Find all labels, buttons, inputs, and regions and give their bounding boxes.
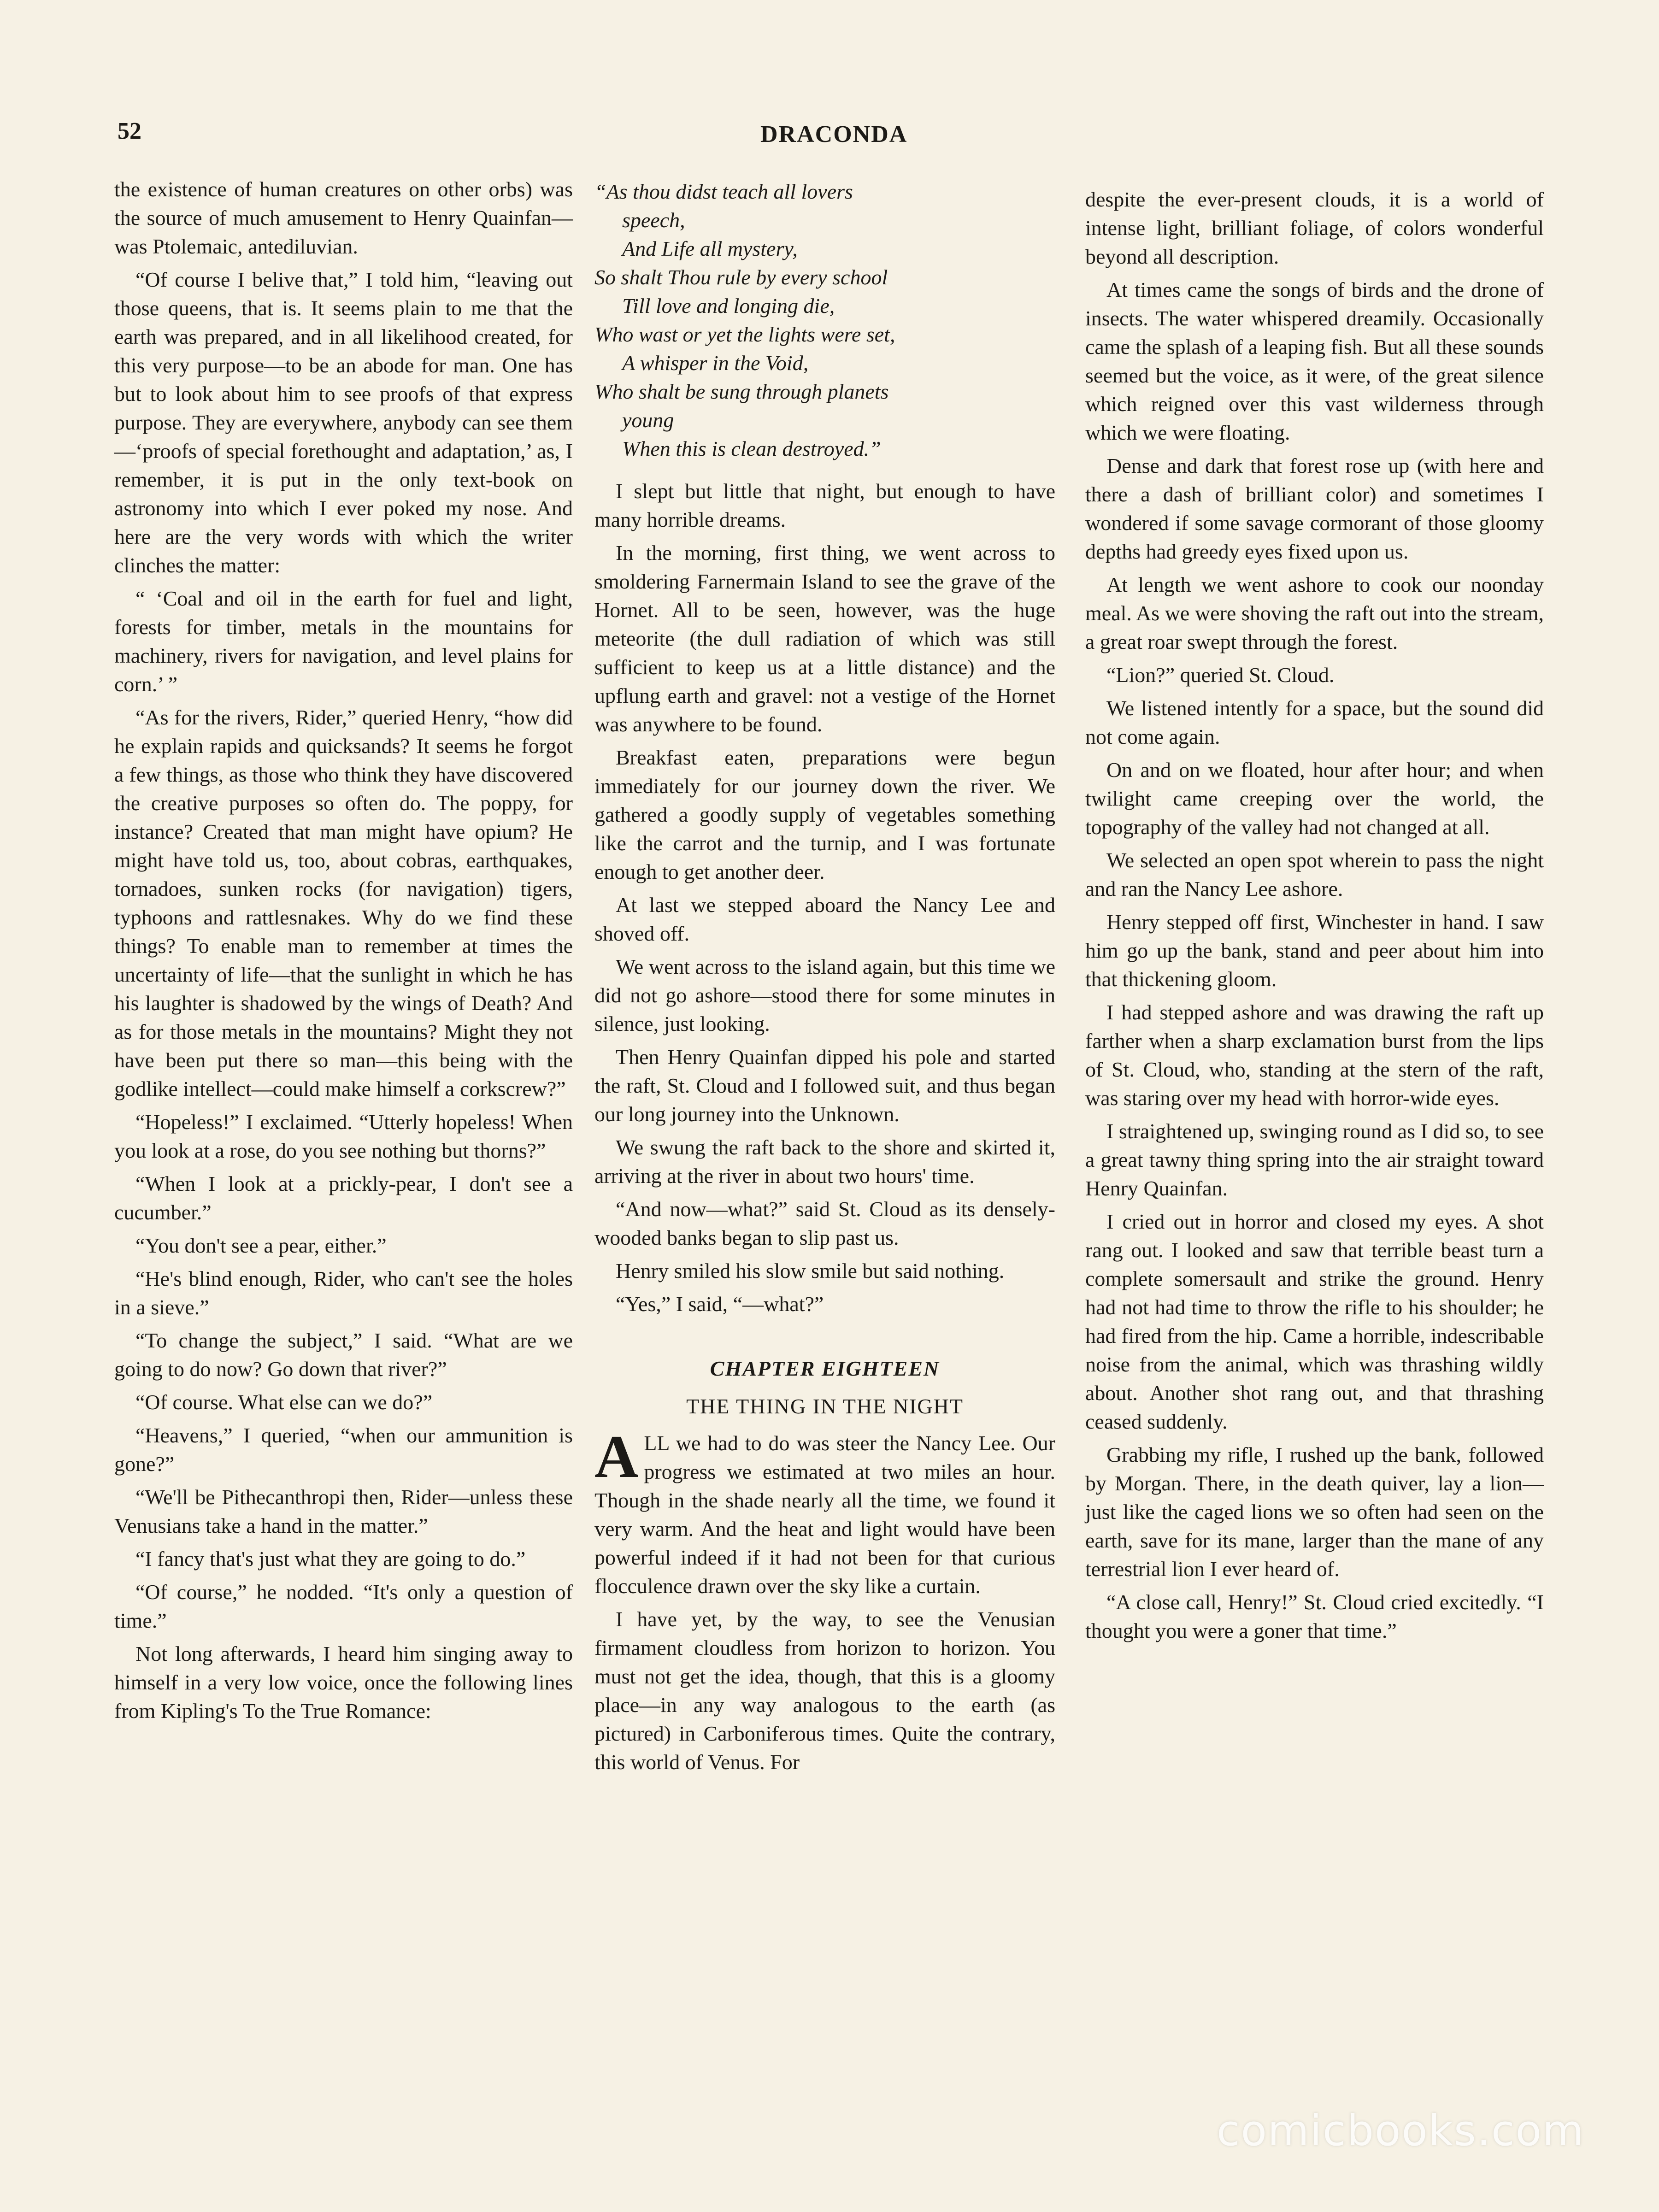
paragraph: despite the ever-present clouds, it is a world of intense light, brilliant foliage, of colors wonderful beyond all description.: [1085, 188, 1544, 268]
middle-column: [594, 177, 1055, 1781]
paragraph: At last we stepped aboard the Nancy Lee and shoved off.: [594, 893, 1055, 945]
paragraph: Henry stepped off first, Winchester in hand. I saw him go up the bank, stand and peer about him into that thickening gloom.: [1085, 910, 1544, 991]
paragraph: “You don't see a pear, either.”: [135, 1234, 387, 1257]
drop-cap: A: [594, 1423, 639, 1490]
chapter-title: CHAPTER EIGHTEEN: [710, 1357, 940, 1380]
paragraph: “ ‘Coal and oil in the earth for fuel and light, forests for timber, metals in the mountains for machinery, rivers for navigation, and level plains for corn.’ ”: [114, 587, 573, 696]
paragraph: Dense and dark that forest rose up (with here and there a dash of brilliant color) and sometimes I wondered if some savage cormorant of those gloomy depths had greedy eyes fixed upon us.: [1085, 454, 1544, 563]
paragraph: At length we went ashore to cook our noonday meal. As we were shoving the raft out into the stream, a great roar swept through the forest.: [1085, 573, 1544, 653]
paragraph: I cried out in horror and closed my eyes. A shot rang out. I looked and saw that terrible beast turn a complete somersault and strike the ground. Henry had not had time to throw the rifle to his shoulder; he had fired from the hip. Came a horrible, indescribable noise from the animal, which was thrashing wildly about. Another shot rang out, and that thrashing ceased suddenly.: [1085, 1210, 1544, 1433]
paragraph: “When I look at a prickly-pear, I don't see a cucumber.”: [114, 1172, 573, 1224]
paragraph: “As for the rivers, Rider,” queried Henry, “how did he explain rapids and quicksands? It seems he forgot a few things, as those who think they have discovered the creative purposes so often do. The poppy, for instance? Created that man might have opium? He might have told us, too, about cobras, earthquakes, tornadoes, sunken rocks (for navigation) tigers, typhoons and rattlesnakes. Why do we find these things? To enable man to remember at times the uncertainty of life—that the sunlight in which he has his laughter is shadowed by the wings of Death? And as for those metals in the mountains? Might they not have been put there so man—this being with the godlike intellect—could make himself a corkscrew?”: [114, 706, 573, 1100]
paragraph: “To change the subject,” I said. “What are we going to do now? Go down that river?”: [114, 1329, 573, 1381]
verse-line: And Life all mystery,: [622, 237, 798, 260]
paragraph: “We'll be Pithecanthropi then, Rider—unless these Venusians take a hand in the matter.”: [114, 1485, 573, 1537]
verse-line: speech,: [622, 208, 685, 232]
paragraph: At times came the songs of birds and the drone of insects. The water whispered dreamily. Occasionally came the splash of a leaping fish. But all these sounds seemed but the voice, as it were, of the great silence which reigned over this vast wilderness through which we were floating.: [1085, 278, 1544, 444]
paragraph: “Lion?” queried St. Cloud.: [1106, 663, 1335, 687]
paragraph: “Of course. What else can we do?”: [135, 1390, 433, 1414]
paragraph: We selected an open spot wherein to pass the night and ran the Nancy Lee ashore.: [1085, 848, 1544, 900]
verse-line: Who shalt be sung through planets: [594, 380, 889, 403]
paragraph: “A close call, Henry!” St. Cloud cried excitedly. “I thought you were a goner that time.”: [1085, 1590, 1544, 1642]
paragraph: “He's blind enough, Rider, who can't see the holes in a sieve.”: [114, 1267, 573, 1319]
paragraph: the existence of human creatures on other orbs) was the source of much amusement to Henry Quainfan—was Ptolemaic, antediluvian.: [114, 177, 573, 258]
verse-line: So shalt Thou rule by every school: [594, 265, 888, 289]
page-number: 52: [118, 118, 141, 144]
paragraph: “Of course I belive that,” I told him, “leaving out those queens, that is. It seems plain to me that the earth was prepared, and in all likelihood created, for this very purpose—to be an abode for man. One has but to look about him to see proofs of that express purpose. They are everywhere, anybody can see them—‘proofs of special forethought and adaptation,’ as, I remember, it is put in the only text-book on astronomy into which I ever poked my nose. And here are the very words with which the writer clinches the matter:: [114, 268, 573, 577]
paragraph: Henry smiled his slow smile but said nothing.: [616, 1259, 1005, 1282]
paragraph-text: LL we had to do was steer the Nancy Lee. Our progress we estimated at two miles an hour. Though in the shade nearly all the time, we found it very warm. And the heat and light would have been powerful indeed if it had not been for that curious flocculence drawn over the sky like a curtain.: [594, 1431, 1055, 1598]
right-column: [1085, 185, 1544, 1650]
watermark: comicbooks.com: [1217, 2106, 1585, 2155]
verse-line: Who wast or yet the lights were set,: [594, 323, 895, 346]
paragraph: We went across to the island again, but this time we did not go ashore—stood there for some minutes in silence, just looking.: [594, 955, 1055, 1035]
paragraph: I had stepped ashore and was drawing the raft up farther when a sharp exclamation burst from the lips of St. Cloud, who, standing at the stern of the raft, was staring over my head with horror-wide eyes.: [1085, 1000, 1544, 1110]
paragraph: We listened intently for a space, but the sound did not come again.: [1085, 696, 1544, 748]
paragraph: “And now—what?” said St. Cloud as its densely-wooded banks began to slip past us.: [594, 1197, 1055, 1249]
kipling-verse: [594, 177, 1055, 463]
paragraph: “Hopeless!” I exclaimed. “Utterly hopeless! When you look at a rose, do you see nothing but thorns?”: [114, 1110, 573, 1162]
chapter-opening-paragraph: [594, 1423, 1055, 1600]
verse-line: A whisper in the Void,: [622, 351, 809, 375]
paragraph: “Yes,” I said, “—what?”: [616, 1292, 824, 1316]
paragraph: I straightened up, swinging round as I did so, to see a great tawny thing spring into the air straight toward Henry Quainfan.: [1085, 1119, 1544, 1200]
paragraph: Not long afterwards, I heard him singing away to himself in a very low voice, once the following lines from Kipling's To the True Romance:: [114, 1642, 573, 1723]
paragraph: Breakfast eaten, preparations were begun immediately for our journey down the river. We gathered a goodly supply of vegetables something like the carrot and the turnip, and I was fortunate enough to get another deer.: [594, 746, 1055, 883]
paragraph: “I fancy that's just what they are going to do.”: [135, 1547, 526, 1571]
paragraph: We swung the raft back to the shore and skirted it, arriving at the river in about two hours' time.: [594, 1135, 1055, 1188]
verse-line: “As thou didst teach all lovers: [594, 180, 853, 203]
chapter-subtitle: THE THING IN THE NIGHT: [686, 1394, 964, 1418]
paragraph: On and on we floated, hour after hour; and when twilight came creeping over the world, the topography of the valley had not changed at all.: [1085, 758, 1544, 839]
running-head: DRACONDA: [760, 121, 908, 147]
paragraph: In the morning, first thing, we went across to smoldering Farnermain Island to see the grave of the Hornet. All to be seen, however, was the huge meteorite (the dull radiation of which was still sufficient to keep us at a little distance) and the upflung earth and gravel: not a vestige of the Hornet was anywhere to be found.: [594, 541, 1055, 736]
paragraph: I slept but little that night, but enough to have many horrible dreams.: [594, 479, 1055, 531]
verse-line: Till love and longing die,: [622, 294, 835, 318]
paragraph: Grabbing my rifle, I rushed up the bank, followed by Morgan. There, in the death quiver, lay a lion—just like the caged lions we so often had seen on the earth, save for its mane, larger than the mane of any terrestrial lion I ever heard of.: [1085, 1443, 1544, 1581]
paragraph: “Of course,” he nodded. “It's only a question of time.”: [114, 1580, 573, 1632]
verse-line: When this is clean destroyed.”: [622, 437, 881, 460]
paragraph: “Heavens,” I queried, “when our ammunition is gone?”: [114, 1424, 573, 1476]
paragraph: Then Henry Quainfan dipped his pole and started the raft, St. Cloud and I followed suit, and thus began our long journey into the Unknown.: [594, 1045, 1055, 1126]
left-column: [114, 175, 573, 1730]
paragraph: I have yet, by the way, to see the Venusian firmament cloudless from horizon to horizon. You must not get the idea, though, that this is a gloomy place—in any way analogous to the earth (as pictured) in Carboniferous times. Quite the contrary, this world of Venus. For: [594, 1607, 1055, 1774]
verse-line: young: [622, 408, 674, 432]
